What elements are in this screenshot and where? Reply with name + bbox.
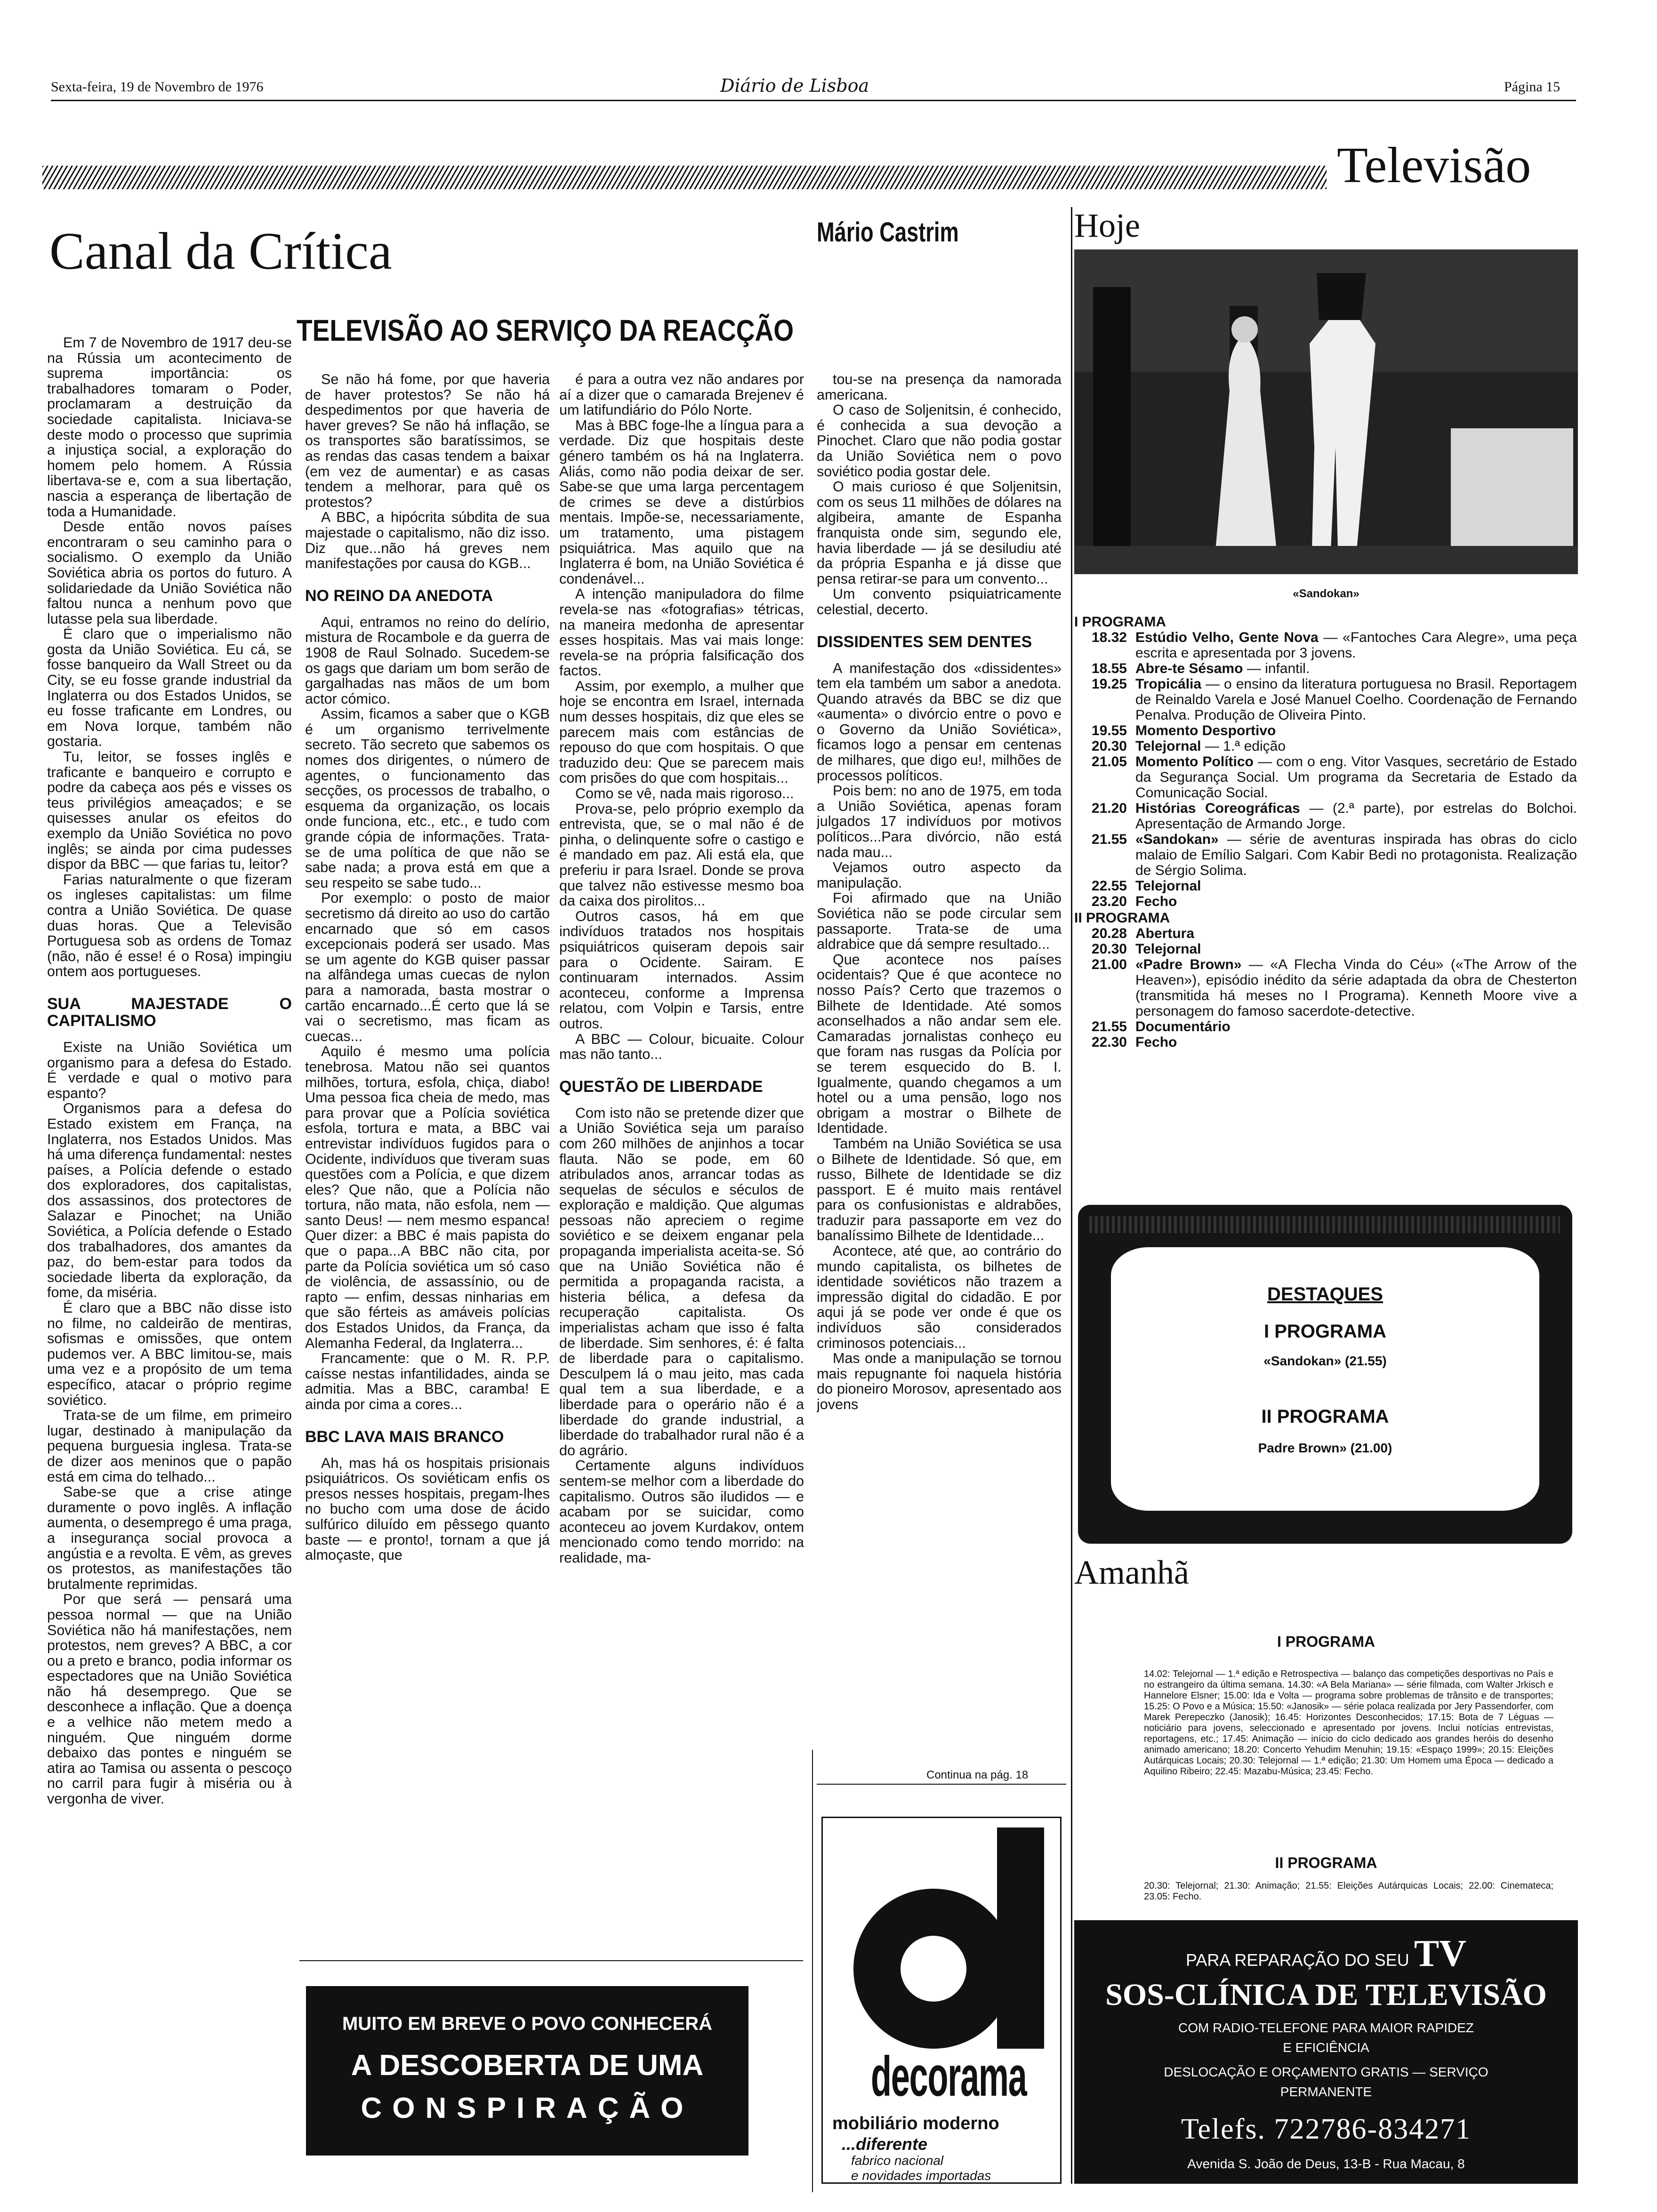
program-time: 23.20	[1091, 894, 1127, 909]
sos-line-3: COM RADIO-TELEFONE PARA MAIOR RAPIDEZ	[1178, 2020, 1474, 2035]
program-details	[1135, 738, 1577, 754]
program-details	[1135, 754, 1577, 801]
decorama-tag-3: fabrico nacional	[851, 2153, 944, 2168]
column-rule	[1071, 207, 1072, 2184]
tomorrow-listing-2: 20.30: Telejornal; 21.30: Animação; 21.55: Eleições Autárquicas Locais; 22.00: Cinemateca; 23.05: Fecho.	[1144, 1881, 1553, 1902]
sos-repair-text: PARA REPARAÇÃO DO SEU	[1186, 1950, 1409, 1970]
program-title: Fecho	[1135, 1034, 1177, 1050]
paragraph: A BBC — Colour, bicuaite. Colour mas não tanto...	[559, 1031, 804, 1063]
subheading: SUA MAJESTADE O CAPITALISMO	[47, 994, 292, 1030]
program-description: — «A Flecha Vinda do Céu» («The Arrow of the Heaven»), episódio inédito da série adaptada da obra de Chesterton (transmitida há meses no I Programa). Kenneth Moore vive a personagem do famoso sacerdote-detective.	[1135, 957, 1577, 1019]
paragraph: Prova-se, pelo próprio exemplo da entrevista, que, se o mal não é de pinha, o delinquente sofre o castigo e é mandado em paz. Ali está ela, que preferiu ir para Israel. Donde se prova que talvez não estivesse mesmo boa da caixa dos pirolitos...	[559, 801, 804, 909]
paragraph: Tu, leitor, se fosses inglês e traficante e banqueiro e corrupto e podre da cabeça aos pés e visses os teus privilégios ameaçados; e se quisesses anular os efeitos do exemplo da União Soviética no povo inglês; se ainda por cima pudesses dispor da BBC — que farias tu, leitor?	[47, 749, 292, 873]
paragraph: Outros casos, há em que indivíduos tratados nos hospitais psiquiátricos quiseram depois sair para o Ocidente. Sairam. E continuaram internados. Assim aconteceu, conforme a Imprensa relatou, com Volpin e Tarsis, entre outros.	[559, 908, 804, 1032]
program-title: Estúdio Velho, Gente Nova	[1135, 630, 1319, 645]
page-number: Página 15	[1504, 79, 1560, 95]
program-row	[1074, 738, 1577, 754]
tomorrow-channel-2: II PROGRAMA	[1275, 1854, 1377, 1871]
subheading: NO REINO DA ANEDOTA	[305, 586, 493, 605]
decorama-name: decorama	[871, 2045, 1027, 2108]
paragraph: Farias naturalmente o que fizeram os ingleses capitalistas: um filme contra a União Soviética. De quase duas horas. Que a Televisão Portuguesa sob as ordens de Tomaz (não, não é esse! é o Rosa) impingiu ontem aos portugueses.	[47, 871, 292, 980]
paragraph: Com isto não se pretende dizer que a União Soviética seja um paraíso com 260 milhões de anjinhos a tocar flauta. Não se pode, em 60 atribulados anos, arrancar todas as sequelas de séculos e séculos de exploração e maldição. Que algumas pessoas não apreciem o regime soviético e se deixem enganar pela propaganda imperialista aceita-se. Só que na União Soviética não é permitida a propaganda racista, a histeria bélica, a defesa da recuperação capitalista. Os imperialistas acham que isso é falta de liberdade. Sim senhores, é: é falta de liberdade para o capitalismo. Desculpem lá o mau jeito, mas cada qual tem a sua liberdade, e a liberdade para o operário não é a liberdade do grande industrial, a liberdade do trabalhador rural não é a do agrário.	[559, 1105, 804, 1459]
paragraph: A manifestação dos «dissidentes» tem ela também um sabor a anedota. Quando através da BBC se diz que «aumenta» o divórcio entre o povo e o Governo da União Soviética», ficamos logo a pensar em centenas de milhares, que digo eu!, milhões de processos políticos.	[817, 660, 1062, 784]
paragraph: Assim, por exemplo, a mulher que hoje se encontra em Israel, internada num desses hospitais, diz que eles se parecem mais com estâncias de repouso do que com hospitais. O que traduzido deu: Que se parecem mais com prisões do que com hospitais...	[559, 678, 804, 786]
program-row	[1074, 676, 1577, 723]
program-time: 18.55	[1091, 661, 1127, 676]
program-time: 20.30	[1091, 941, 1127, 957]
highlights-channel-1: I PROGRAMA	[1264, 1321, 1386, 1342]
program-row	[1074, 1019, 1577, 1034]
paragraph: Acontece, até que, ao contrário do mundo capitalista, os bilhetes de identidade soviéticos não trazem a impressão digital do cidadão. E por aqui já se pode ver onde é que os indivíduos são considerados criminosos potenciais...	[817, 1243, 1062, 1351]
program-description: — infantil.	[1247, 661, 1310, 676]
program-details	[1135, 832, 1577, 878]
subheading: QUESTÃO DE LIBERDADE	[559, 1077, 763, 1096]
program-details	[1135, 926, 1577, 941]
program-details	[1135, 1034, 1577, 1050]
tomorrow-channel-1: I PROGRAMA	[1277, 1633, 1375, 1650]
program-time: 18.32	[1091, 630, 1127, 645]
program-details	[1135, 723, 1577, 738]
sos-line-6: PERMANENTE	[1280, 2084, 1372, 2099]
program-row	[1074, 832, 1577, 878]
paragraph: tou-se na presença da namorada americana.	[817, 372, 1062, 403]
decorama-ad	[821, 1817, 1062, 2184]
decorama-logo	[837, 1827, 1049, 2049]
program-title: Abertura	[1135, 926, 1195, 941]
program-row	[1074, 894, 1577, 909]
program-title: Telejornal	[1135, 941, 1201, 957]
program-title: Momento Político	[1135, 754, 1254, 769]
program-time: 19.55	[1091, 723, 1127, 738]
author-byline: Mário Castrim	[817, 217, 959, 248]
paragraph: Desde então novos países encontraram o seu caminho para o socialismo. O exemplo da União Soviética abria os portos do futuro. A solidariedade da União Soviética não faltou nunca a nenhum povo que lutasse pela sua liberdade.	[47, 519, 292, 627]
program-row	[1074, 878, 1577, 894]
sos-line-1	[1074, 1932, 1578, 1975]
paragraph: Se não há fome, por que haveria de haver protestos? Se não há despedimentos por que haveria de haver greves? Se não há inflação, se os transportes são baratíssimos, se as rendas das casas tendem a baixar (em vez de aumentar) e as casas tendem a melhorar, para quê os protestos?	[305, 372, 550, 510]
decorama-tag-2: ...diferente	[842, 2134, 928, 2154]
program-row	[1074, 957, 1577, 1019]
paragraph: Foi afirmado que na União Soviética não se pode circular sem passaporte. Trata-se de uma aldrabice que dá sempre resultado...	[817, 890, 1062, 953]
paragraph: Também na União Soviética se usa o Bilhete de Identidade. Só que, em russo, Bilhete de Identidade se diz passport. E é muito mais rentável para os confusionistas e aldrabões, traduzir para passaporte em vez do banalíssimo Bilhete de Identidade...	[817, 1135, 1062, 1244]
subheading: DISSIDENTES SEM DENTES	[817, 633, 1032, 651]
tv-screen	[1111, 1247, 1539, 1511]
program-details	[1135, 878, 1577, 894]
sos-line-5: DESLOCAÇÃO E ORÇAMENTO GRATIS — SERVIÇO	[1164, 2065, 1488, 2079]
program-title: «Padre Brown»	[1135, 957, 1242, 972]
highlights-channel-2: II PROGRAMA	[1261, 1406, 1389, 1427]
paragraph: Francamente: que o M. R. P.P. caísse nestas infantilidades, ainda se admitia. Mas a BBC, caramba! E ainda por cima a cores...	[305, 1350, 550, 1412]
decorama-tag-1: mobiliário moderno	[832, 2114, 999, 2133]
paragraph: Existe na União Soviética um organismo para a defesa do Estado. É verdade e qual o motivo para espanto?	[47, 1039, 292, 1101]
program-title: Momento Desportivo	[1135, 723, 1276, 738]
paragraph: Por que será — pensará uma pessoa normal — que na União Soviética não há manifestações, nem protestos, nem greves? A BBC, a cor ou a preto e branco, podia informar os espectadores que na União Soviética não há desemprego. Que se desconhece a inflação. Que a doença e a velhice não metem medo a ninguém. Que ninguém dorme debaixo das pontes e ninguém se atira ao Tamisa ou assenta o pescoço no carril para fugir à miséria ou à vergonha de viver.	[47, 1591, 292, 1807]
program-details	[1135, 676, 1577, 723]
article-headline: TELEVISÃO AO SERVIÇO DA REACÇÃO	[297, 313, 794, 347]
paragraph: Sabe-se que a crise atinge duramente o povo inglês. A inflação aumenta, o desemprego é uma praga, a insegurança social provoca a angústia e a revolta. E vêm, as greves os protestos, as manifestações tão brutalmente reprimidas.	[47, 1484, 292, 1592]
program-time: 21.00	[1091, 957, 1127, 972]
sos-line-4: E EFICIÊNCIA	[1283, 2040, 1369, 2055]
program-description: — «Fantoches Cara Alegre», uma peça escrita e apresentada por 3 jovens.	[1135, 630, 1577, 661]
article-column-4	[817, 372, 1062, 1737]
highlights-item-2: Padre Brown» (21.00)	[1258, 1441, 1392, 1455]
program-details	[1135, 1019, 1577, 1034]
article-column-2	[305, 372, 550, 1854]
program-title: Telejornal	[1135, 878, 1201, 894]
program-title: «Sandokan»	[1135, 832, 1219, 847]
paragraph: A intenção manipuladora do filme revela-se nas «fotografias» tétricas, na maneira medonha de apresentar esses hospitais. Mas vai mais longe: revela-se na própria falsificação dos factos.	[559, 586, 804, 679]
paragraph: Um convento psiquiatricamente celestial, decerto.	[817, 586, 1062, 617]
decorama-tag-4: e novidades importadas	[851, 2168, 991, 2183]
program-title: Tropicália	[1135, 676, 1202, 692]
program-time: 19.25	[1091, 676, 1127, 692]
paragraph: é para a outra vez não andares por aí a dizer que o camarada Brejenev é um latifundiário do Pólo Norte.	[559, 372, 804, 418]
program-list-2	[1074, 926, 1577, 1050]
program-details	[1135, 941, 1577, 957]
today-heading: Hoje	[1074, 207, 1140, 244]
conspiracy-line-2: A DESCOBERTA DE UMA	[351, 2049, 704, 2082]
channel-label: I PROGRAMA	[1074, 614, 1166, 630]
decorama-logo-mark	[837, 1827, 1049, 2049]
program-description: — (2.ª parte), por estrelas do Bolchoi. Apresentação de Armando Jorge.	[1135, 801, 1577, 832]
program-time: 21.05	[1091, 754, 1127, 769]
program-row	[1074, 723, 1577, 738]
program-time: 21.55	[1091, 1019, 1127, 1034]
program-description: — 1.ª edição	[1205, 738, 1286, 754]
tomorrow-listing-1: 14.02: Telejornal — 1.ª edição e Retrospectiva — balanço das competições desportivas no País e no estrangeiro da última semana. 14.30: «A Bela Mariana» — série filmada, com Walter Jrkisch e Hannelore Elsner; 15.00: Ida e Volta — programa sobre problemas de trânsito e de transportes; 15.25: O Povo e a Música; 15.50: «Janosik» — série polaca realizada por Jery Passendorfer, com Marek Perepeczko (Janosik); 16.45: Horizontes Desconhecidos; 17.15: Bota de 7 Léguas — noticiário para jovens, seleccionado e apresentado por jovens. Inclui notícias entrevistas, reportagens, etc.; 17.45: Animação — início do ciclo dedicado aos grandes heróis do desenho animado americano; 18.20: Concerto Yehudim Menuhin; 19.15: «Espaço 1999»; 20.15: Eleições Autárquicas Locais; 20.30: Telejornal — 1.ª edição; 21.30: Um Homem uma Época — dedicado a Aquilino Ribeiro; 22.45: Mazabu-Música; 23.45: Fecho.	[1144, 1669, 1553, 1777]
program-time: 20.28	[1091, 926, 1127, 941]
highlights-tv-set	[1078, 1205, 1572, 1544]
program-description: — com o eng. Vitor Vasques, secretário de Estado da Segurança Social. Um programa da Secretaria de Estado da Comunicação Social.	[1135, 754, 1577, 801]
paragraph: Como se vê, nada mais rigoroso...	[575, 785, 794, 802]
photo-caption: «Sandokan»	[1293, 587, 1359, 600]
article-column-3	[559, 372, 804, 1854]
paragraph: A BBC, a hipócrita súbdita de sua majestade o capitalismo, não diz isso. Diz que...não há greves nem manifestações por causa do KGB...	[305, 509, 550, 572]
program-details	[1135, 801, 1577, 832]
continued-note: Continua na pág. 18	[926, 1769, 1029, 1781]
program-details	[1135, 630, 1577, 661]
paragraph: O mais curioso é que Soljenitsin, com os seus 11 milhões de dólares na algibeira, amante de Espanha franquista onde sim, segundo ele, havia liberdade — já se desiludiu até da própria Espanha e já disse que pensa retirar-se para um convento...	[817, 479, 1062, 587]
issue-date: Sexta-feira, 19 de Novembro de 1976	[51, 79, 264, 95]
section-hatch-bar	[42, 166, 1327, 189]
program-row	[1074, 801, 1577, 832]
program-title: Documentário	[1135, 1019, 1231, 1034]
paragraph: Pois bem: no ano de 1975, em toda a União Soviética, apenas foram julgados 17 indivíduos por motivos políticos...Para divórcio, não está nada mau...	[817, 783, 1062, 860]
column-rule	[817, 1784, 1066, 1785]
program-listing-today	[1074, 613, 1577, 1050]
paragraph: É claro que o imperialismo não gosta da União Soviética. Eu cá, se fosse banqueiro da Wall Street ou da City, se eu fosse grande industrial da Inglaterra ou dos Estados Unidos, se eu fosse traficante em Londres, ou em Nova Iorque, também não gostaria.	[47, 626, 292, 750]
paragraph: Que acontece nos países ocidentais? Que é que acontece no nosso País? Certo que trazemos o Bilhete de Identidade. Até somos aconselhados a não andar sem ele. Camaradas jornalistas conheço eu que foram nas rusgas da Polícia por se terem esquecido do B. I. Igualmente, quando chegamos a um hotel ou a uma pensão, logo nos obrigam a mostrar o Bilhete de Identidade.	[817, 951, 1062, 1137]
highlights-item-1: «Sandokan» (21.55)	[1263, 1354, 1387, 1368]
channel-label: II PROGRAMA	[1074, 910, 1170, 926]
program-title: Histórias Coreográficas	[1135, 801, 1300, 816]
program-time: 22.55	[1091, 878, 1127, 894]
paragraph: Em 7 de Novembro de 1917 deu-se na Rússia um acontecimento de suprema importância: os trabalhadores tomaram o Poder, proclamaram a destruição da sociedade capitalista. Iniciava-se deste modo o processo que suprimia a injustiça social, a exploração do homem pelo homem. A Rússia libertava-se e, com a sua libertação, nascia a esperança de libertação de toda a Humanidade.	[47, 335, 292, 520]
program-row	[1074, 1034, 1577, 1050]
program-title: Abre-te Sésamo	[1135, 661, 1243, 676]
header-rule	[51, 100, 1576, 101]
paragraph: Mas onde a manipulação se tornou mais repugnante foi naquela história do pioneiro Morosov, apresentado aos jovens	[817, 1350, 1062, 1412]
sos-phone: Telefs. 722786-834271	[1181, 2113, 1472, 2145]
tv-speaker-grille	[1089, 1216, 1560, 1233]
sos-clinica-ad	[1074, 1920, 1578, 2184]
conspiracy-line-1: MUITO EM BREVE O POVO CONHECERÁ	[342, 2013, 712, 2034]
column-rule	[812, 1750, 813, 2192]
program-row	[1074, 941, 1577, 957]
paragraph: Certamente alguns indivíduos sentem-se melhor com a liberdade do capitalismo. Outros são iludidos — e acabam por se suicidar, como aconteceu ao jovem Kurdakov, ontem mencionado como tendo morrido: na realidade, ma-	[559, 1458, 804, 1566]
program-description: — o ensino da literatura portuguesa no Brasil. Reportagem de Reinaldo Varela e José Manuel Coelho. Coordenação de Fernando Penalva. Produção de Oliveira Pinto.	[1135, 676, 1577, 723]
section-title: Televisão	[1337, 137, 1531, 193]
program-row	[1074, 926, 1577, 941]
program-time: 22.30	[1091, 1034, 1127, 1050]
program-time: 21.55	[1091, 832, 1127, 847]
program-row	[1074, 754, 1577, 801]
paragraph: É claro que a BBC não disse isto no filme, no caldeirão de mentiras, sofismas e omissões, que ontem pudemos ver. A BBC limitou-se, mais uma vez e a propósito de um tema específico, atacar o próprio regime soviético.	[47, 1300, 292, 1408]
article-column-1	[47, 335, 292, 2194]
paragraph: Organismos para a defesa do Estado existem em França, na Inglaterra, nos Estados Unidos. Mas há uma diferença fundamental: nestes países, a Polícia defende o estado dos exploradores, dos capitalistas, dos assassinos, dos protectores de Salazar e Pinochet; na União Soviética, a Polícia defende o Estado dos trabalhadores, dos amantes da paz, do bem-estar para todos da sociedade liberta da exploração, da fome, da miséria.	[47, 1100, 292, 1301]
subheading: BBC LAVA MAIS BRANCO	[305, 1427, 504, 1446]
article-title: Canal da Crítica	[49, 222, 392, 281]
paragraph: Aqui, entramos no reino do delírio, mistura de Rocambole e da guerra de 1908 de Raul Solnado. Sucedem-se os gags que dariam um bom serão de gargalhadas nas mãos de um bom actor cómico.	[305, 614, 550, 707]
masthead: Diário de Lisboa	[720, 75, 869, 96]
program-details	[1135, 957, 1577, 1019]
program-row	[1074, 630, 1577, 661]
paragraph: Aquilo é mesmo uma polícia tenebrosa. Matou não sei quantos milhões, tortura, esfola, chiça, diabo! Uma pessoa fica cheia de medo, mas para provar que a Polícia soviética esfola, tortura e mata, a BBC vai entrevistar indivíduos fugidos para o Ocidente, indivíduos que tiveram suas questões com a Polícia, e que dizem eles? Que não, que a Polícia não tortura, não mata, não esfola, nem — santo Deus! — nem mesmo espanca! Quer dizer: a BBC é mais papista do que o papa...A BBC não cita, por parte da Polícia soviética um só caso de violência, de assassínio, ou de rapto — enfim, dessas ninharias em que são férteis as amáveis polícias dos Estados Unidos, da França, da Alemanha Federal, da Inglaterra...	[305, 1043, 550, 1351]
sos-name: SOS-CLÍNICA DE TELEVISÃO	[1105, 1978, 1547, 2012]
paragraph: Assim, ficamos a saber que o KGB é um organismo terrivelmente secreto. Tão secreto que sabemos os nomes dos dirigentes, o número de agentes, o funcionamento das secções, os processos de trabalho, o esquema da organização, os locais onde funciona, etc., etc., e tudo com grande cópia de informações. Trata-se de uma política de que não se sabe nada; a prova está em que a seu respeito se sabe tudo...	[305, 706, 550, 891]
sandokan-photo	[1074, 249, 1578, 574]
sos-address: Avenida S. João de Deus, 13-B - Rua Macau, 8	[1187, 2156, 1465, 2171]
program-time: 21.20	[1091, 801, 1127, 816]
paragraph: Trata-se de um filme, em primeiro lugar, destinado à manipulação da pequena burguesia inglesa. Trata-se de dizer aos meninos que o papão está em cima do telhado...	[47, 1407, 292, 1485]
sos-tv-text: TV	[1414, 1933, 1466, 1974]
program-details	[1135, 661, 1577, 676]
column-rule	[299, 1960, 803, 1961]
tomorrow-heading: Amanhã	[1074, 1554, 1189, 1591]
highlights-title: DESTAQUES	[1267, 1284, 1383, 1305]
conspiracy-line-3: CONSPIRAÇÃO	[361, 2092, 694, 2124]
paragraph: Vejamos outro aspecto da manipulação.	[817, 859, 1062, 891]
program-row	[1074, 661, 1577, 676]
paragraph: Mas à BBC foge-lhe a língua para a verdade. Diz que hospitais deste género também os há na Inglaterra. Aliás, como não podia deixar de ser. Sabe-se que uma larga percentagem de crimes se deve a distúrbios mentais. Impõe-se, necessariamente, um tratamento, uma pistagem psiquiátrica. Mas aquilo que na Inglaterra é bom, na União Soviética é condenável...	[559, 417, 804, 587]
program-time: 20.30	[1091, 738, 1127, 754]
program-details	[1135, 894, 1577, 909]
photo-illustration	[1074, 249, 1578, 574]
paragraph: Ah, mas há os hospitais prisionais psiquiátricos. Os soviéticam enfis os presos nesses hospitais, pregam-lhes no bucho com uma dose de ácido sulfúrico diluído em pêssego quanto baste — e pronto!, tornam a que já almoçaste, que	[305, 1455, 550, 1563]
conspiracy-ad	[306, 1986, 748, 2156]
program-list-1	[1074, 630, 1577, 909]
program-description: — série de aventuras inspirada has obras do ciclo malaio de Emílio Salgari. Com Kabir Bedi no protagonista. Realização de Sérgio Solima.	[1135, 832, 1577, 878]
paragraph: Por exemplo: o posto de maior secretismo dá direito ao uso do cartão encarnado que só em casos excepcionais poderá ser usado. Mas se um agente do KGB quiser passar na alfândega umas cuecas de nylon para a namorada, basta mostrar o cartão encarnado...É certo que lá se vai o secretismo, mas ficam as cuecas...	[305, 890, 550, 1044]
paragraph: O caso de Soljenitsin, é conhecido, é conhecida a sua devoção a Pinochet. Claro que não podia gostar da União Soviética nem o povo soviético podia gostar dele.	[817, 402, 1062, 480]
program-title: Fecho	[1135, 894, 1177, 909]
program-title: Telejornal	[1135, 738, 1201, 754]
